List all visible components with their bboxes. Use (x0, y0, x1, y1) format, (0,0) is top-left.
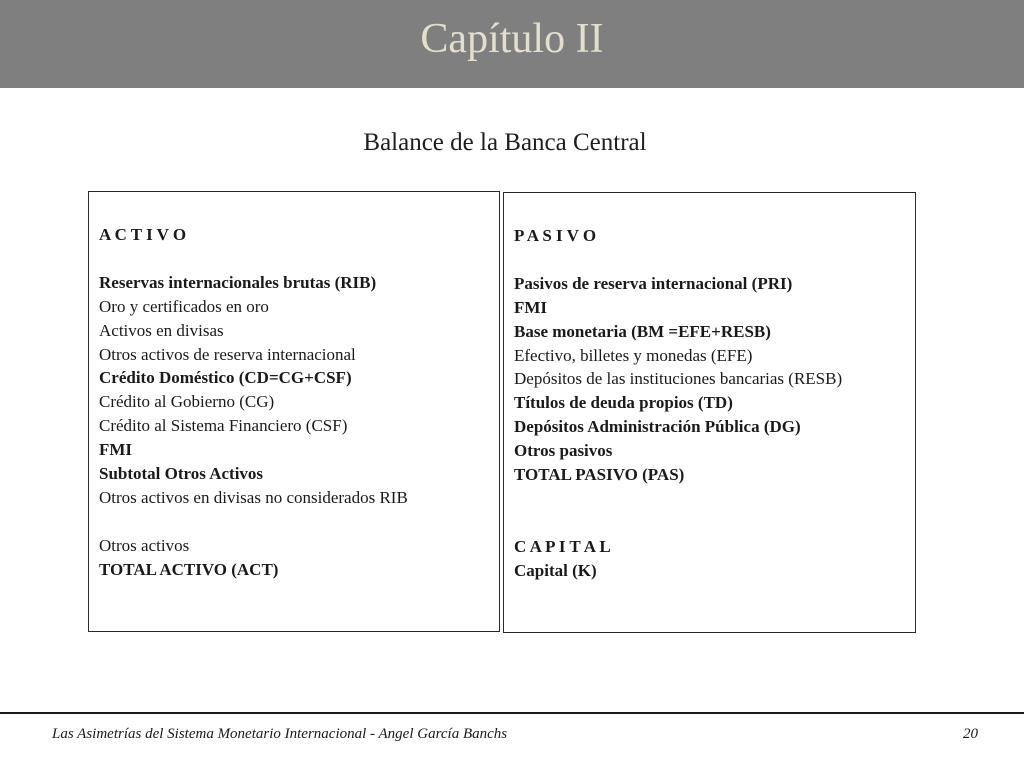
pasivo-line: Otros pasivos (514, 441, 613, 461)
title-bar (0, 0, 1024, 88)
activo-heading: A C T I V O (99, 225, 187, 244)
activo-line: Crédito al Sistema Financiero (CSF) (99, 416, 348, 436)
pasivo-box (503, 192, 916, 633)
otros-activos-line: Otros activos (99, 535, 190, 555)
total-activo-line: TOTAL ACTIVO (ACT) (99, 559, 279, 579)
activo-line: Crédito Doméstico (CD=CG+CSF) (99, 368, 352, 388)
activo-box (88, 191, 500, 632)
activo-content (99, 223, 495, 582)
pasivo-line: Títulos de deuda propios (TD) (514, 393, 733, 413)
pasivo-line: Pasivos de reserva internacional (PRI) (514, 273, 793, 293)
activo-line: Oro y certificados en oro (99, 296, 269, 316)
pasivo-line: Depósitos Administración Pública (DG) (514, 417, 801, 437)
pasivo-content (514, 224, 911, 583)
pasivo-lines (514, 272, 911, 487)
page-number: 20 (963, 726, 978, 742)
capital-line: Capital (K) (514, 560, 597, 580)
activo-lines (99, 271, 495, 510)
activo-line: Reservas internacionales brutas (RIB) (99, 272, 377, 292)
activo-line: Crédito al Gobierno (CG) (99, 392, 275, 412)
activo-line: Otros activos de reserva internacional (99, 344, 356, 364)
pasivo-line: Base monetaria (BM =EFE+RESB) (514, 321, 771, 341)
activo-line: Activos en divisas (99, 320, 224, 340)
pasivo-line: TOTAL PASIVO (PAS) (514, 465, 685, 485)
spacer (99, 510, 495, 534)
spacer (514, 487, 911, 535)
activo-line: Subtotal Otros Activos (99, 464, 264, 484)
spacer (514, 248, 911, 272)
pasivo-line: Efectivo, billetes y monedas (EFE) (514, 345, 753, 365)
slide-subtitle: Balance de la Banca Central (363, 129, 647, 156)
activo-line: Otros activos en divisas no considerados RIB (99, 487, 408, 507)
pasivo-line: Depósitos de las instituciones bancarias (RESB) (514, 369, 843, 389)
pasivo-line: FMI (514, 297, 548, 317)
spacer (99, 247, 495, 271)
footer-divider (0, 712, 1024, 714)
slide-title: Capítulo II (420, 16, 604, 62)
activo-line: FMI (99, 440, 133, 460)
capital-heading: C A P I T A L (514, 536, 611, 556)
pasivo-heading: P A S I V O (514, 226, 597, 245)
footer-text: Las Asimetrías del Sistema Monetario Internacional - Angel García Banchs (52, 726, 508, 742)
